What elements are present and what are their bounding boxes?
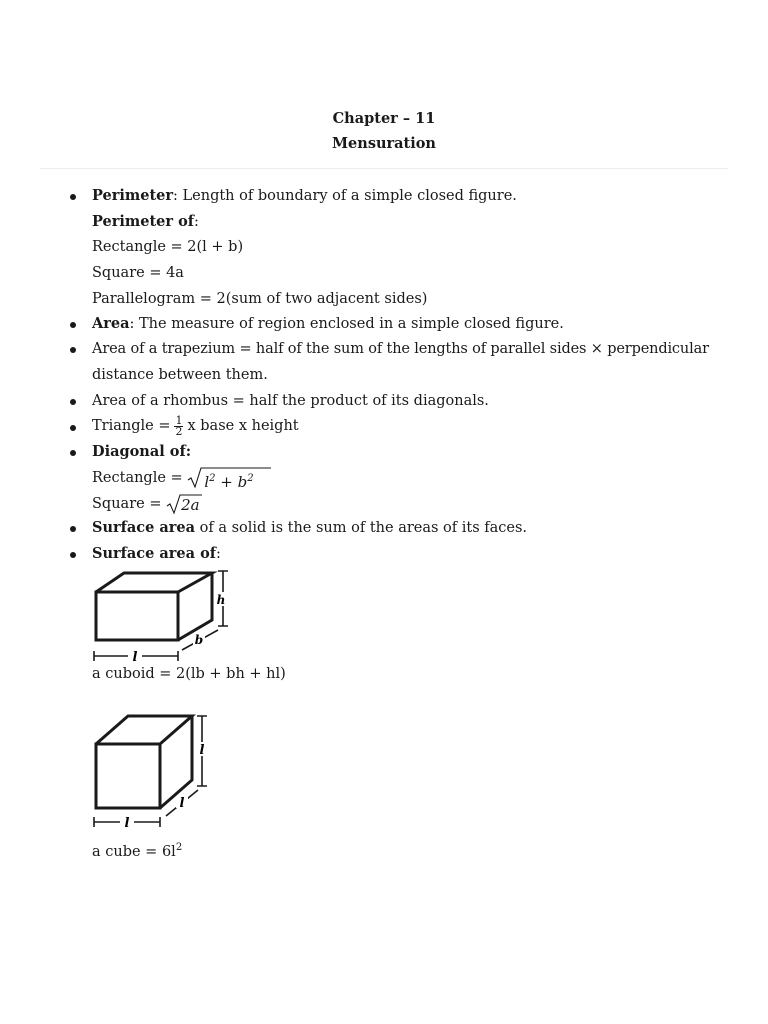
cube-diagram (90, 712, 216, 830)
chapter-number: Chapter – 11 (332, 110, 436, 127)
surface-area-term: Surface area (92, 519, 196, 536)
cube-length-label: l (124, 816, 130, 830)
cuboid-length-label: l (132, 650, 138, 664)
perimeter-parallelogram: Parallelogram = 2(sum of two adjacent sides) (92, 291, 428, 307)
trapezium-area-line2: distance between them. (92, 367, 268, 383)
perimeter-of-label: Perimeter of: (92, 213, 199, 230)
area-definition: Area: The measure of region enclosed in a simple closed figure. (92, 315, 564, 332)
cuboid-breadth-label: b (194, 633, 204, 647)
rectangle-diagonal-sqrt: $l^2 + b^2$ (187, 466, 271, 490)
cube-height-label: l (199, 743, 205, 758)
triangle-area: Triangle = $\frac{1}{2}$ x base x height (92, 413, 299, 438)
perimeter-square: Square = 4a (92, 265, 184, 281)
square-diagonal-sqrt: 2a (166, 492, 202, 516)
rhombus-area: Area of a rhombus = half the product of its diagonals. (92, 393, 489, 409)
cuboid-diagram (90, 568, 240, 664)
chapter-title: Mensuration (332, 135, 436, 152)
cuboid-height-label: h (216, 593, 226, 607)
cube-surface-area: a cube = $6l^2$ (92, 842, 183, 860)
bullet (70, 399, 76, 405)
surface-area-of-label: Surface area of: (92, 545, 221, 562)
diagonal-term: Diagonal of: (92, 443, 192, 460)
chapter-header (0, 106, 768, 156)
one-half-fraction: $\frac{1}{2}$ (175, 413, 183, 438)
bullet (70, 322, 76, 328)
diagonal-square: Square = 2a (92, 492, 202, 516)
cuboid-surface-area: a cuboid = 2(lb + bh + hl) (92, 666, 286, 682)
header-divider (40, 168, 728, 169)
bullet (70, 347, 76, 353)
surface-area-definition: Surface area of a solid is the sum of the areas of its faces. (92, 519, 528, 536)
area-term: Area (92, 315, 130, 332)
bullet (70, 526, 76, 532)
trapezium-area-line1: Area of a trapezium = half of the sum of the lengths of parallel sides × perpendicular (92, 341, 709, 357)
diagonal-rectangle: Rectangle = $l^2 + b^2$ (92, 466, 271, 490)
perimeter-term: Perimeter (92, 187, 174, 204)
bullet (70, 552, 76, 558)
bullet (70, 450, 76, 456)
perimeter-definition: Perimeter: Length of boundary of a simple closed figure. (92, 187, 517, 204)
bullet (70, 425, 76, 431)
bullet (70, 194, 76, 200)
perimeter-rectangle: Rectangle = 2(l + b) (92, 239, 244, 255)
cube-depth-label: l (179, 796, 185, 811)
